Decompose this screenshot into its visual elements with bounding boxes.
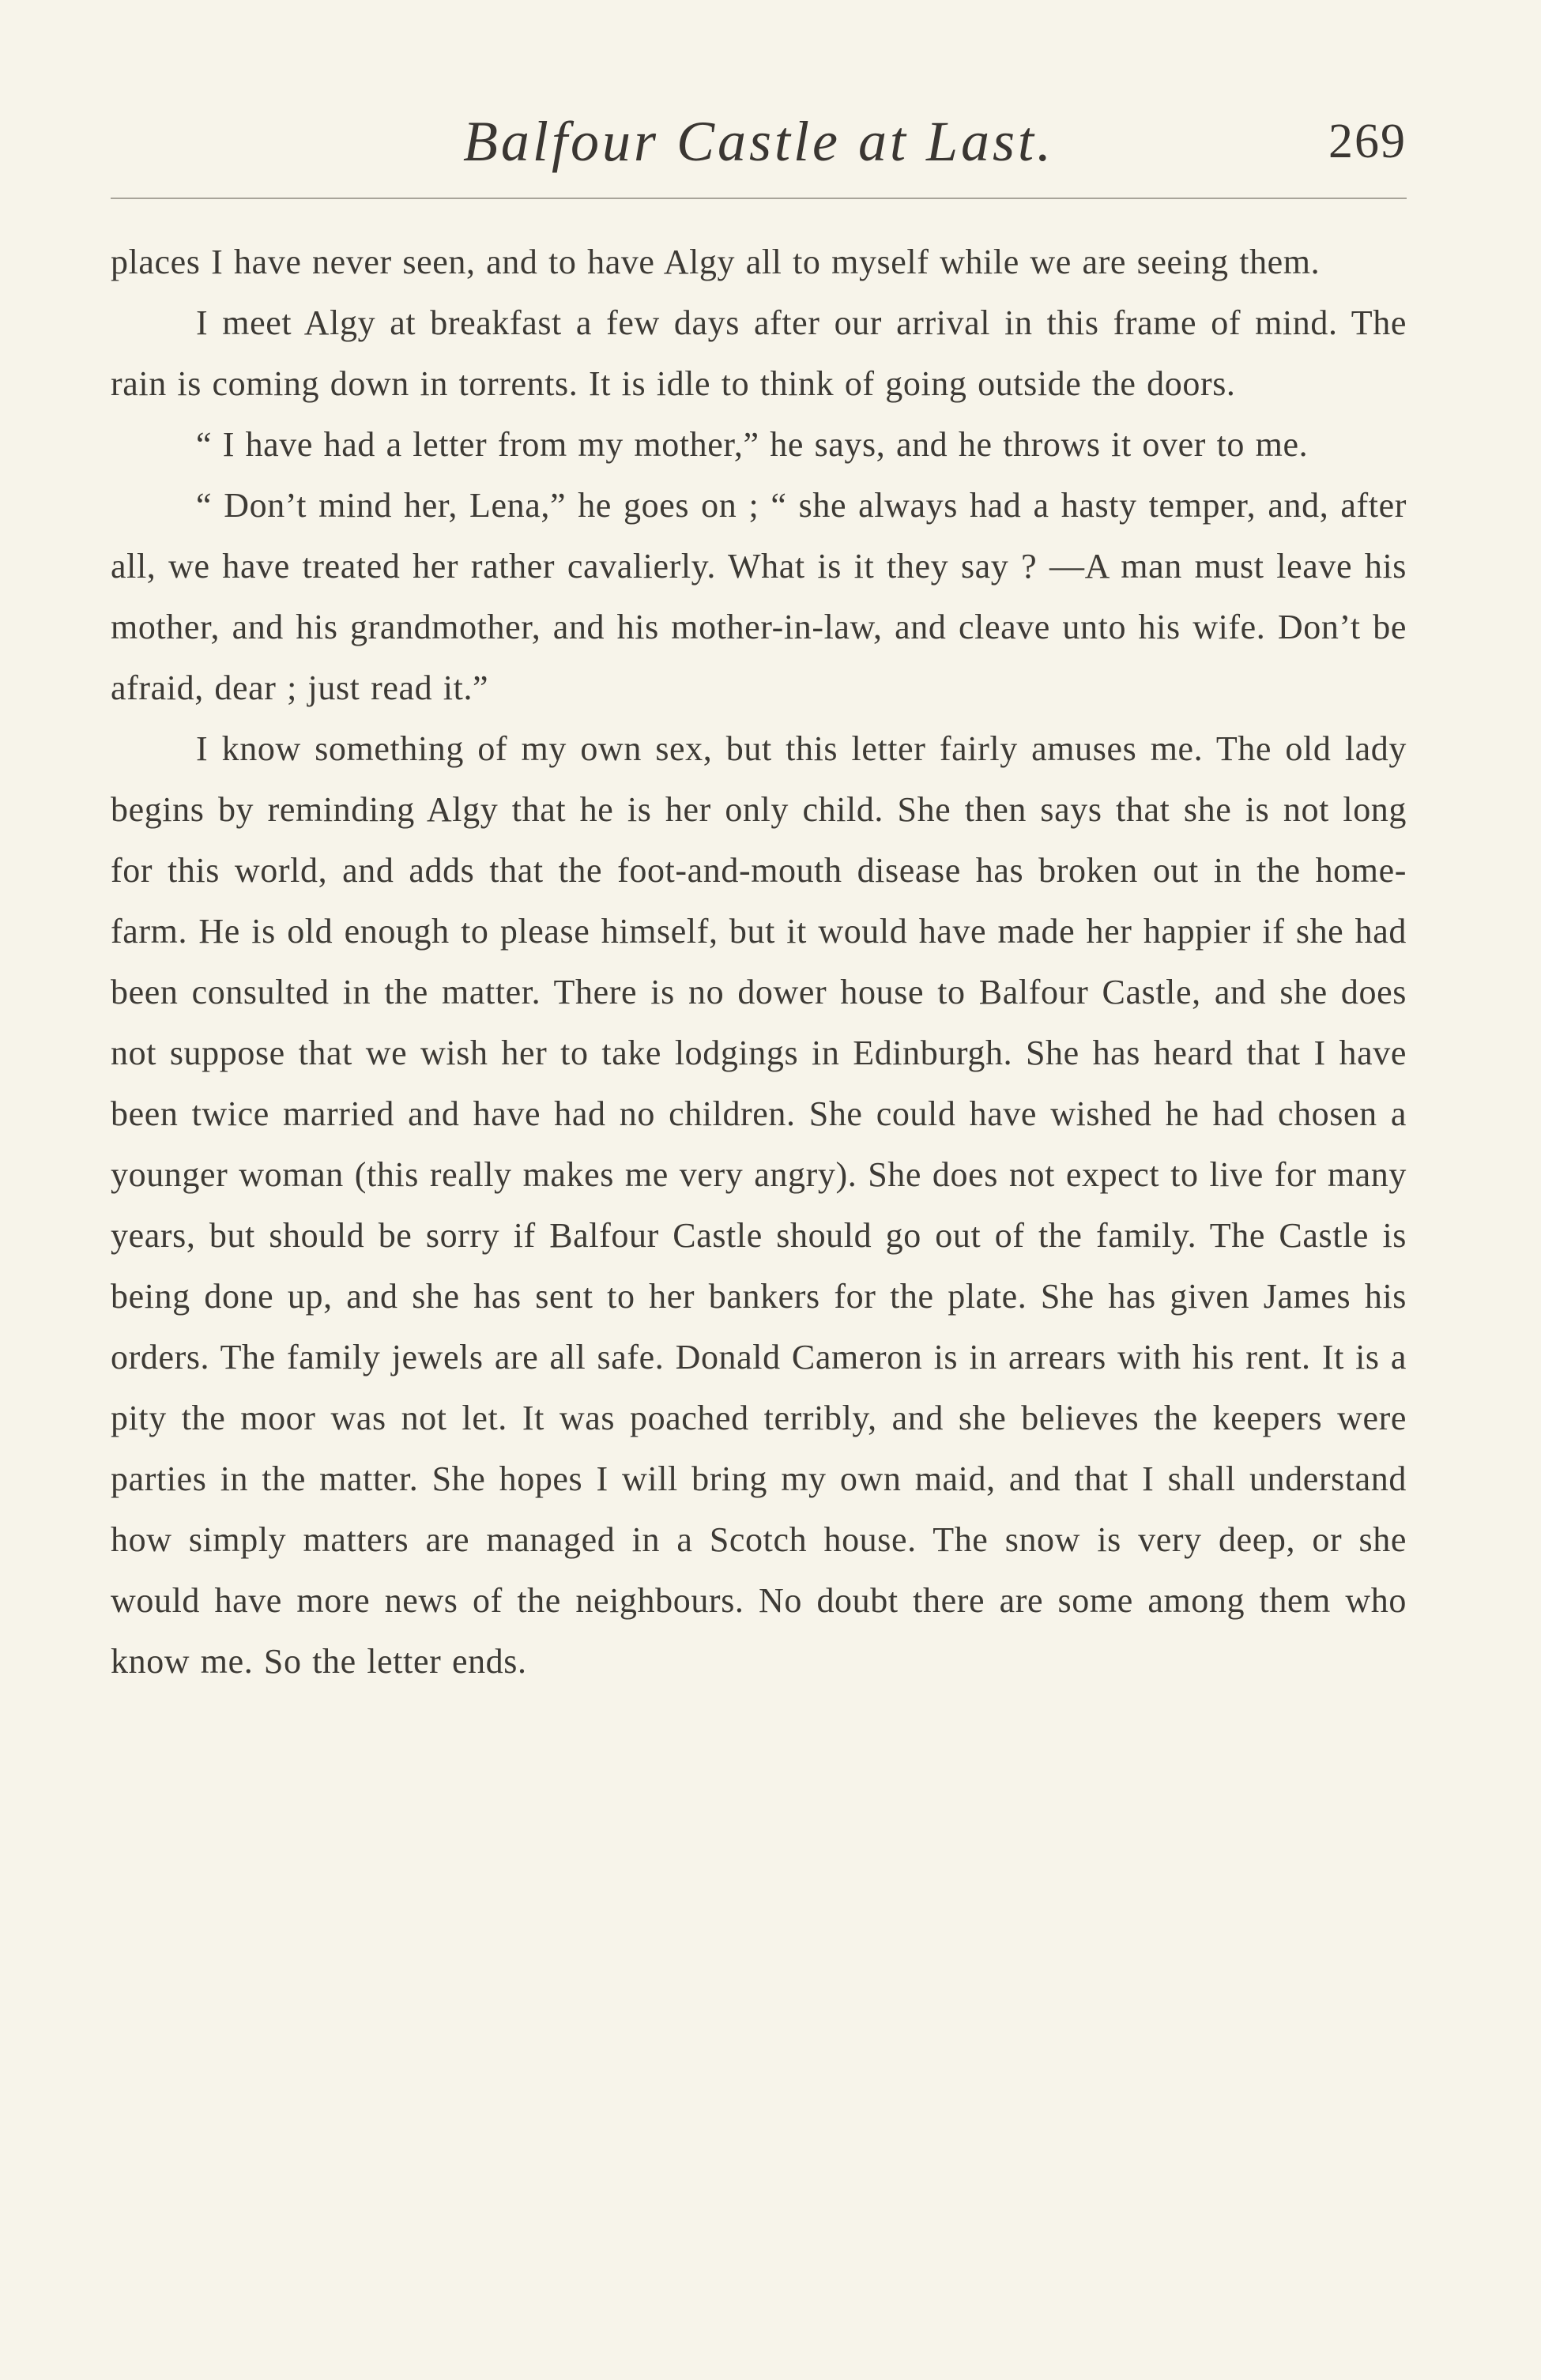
paragraph-2: I meet Algy at breakfast a few days after our arrival in this frame of mind. The rain is coming down in torrents. It is idle to think of going outside the doors. <box>111 303 1407 403</box>
running-title: Balfour Castle at Last. <box>462 110 1055 173</box>
paragraph-4: “ Don’t mind her, Lena,” he goes on ; “ she always had a hasty temper, and, after all, we have treated her rather cavalierly. What is it they say ? —A man must leave his mother, and his grandmother, and his mother-in-law, and cleave unto his wife. Don’t be afraid, dear ; just read it.” <box>111 486 1407 707</box>
paragraph-5: I know something of my own sex, but this letter fairly amuses me. The old lady begins by reminding Algy that he is her only child. She then says that she is not long for this world, and adds that the foot-and-mouth disease has broken out in the home-farm. He is old enough to please himself, but it would have made her happier if she had been consulted in the matter. There is no dower house to Balfour Castle, and she does not suppose that we wish her to take lodgings in Edinburgh. She has heard that I have been twice married and have had no children. She could have wished he had chosen a younger woman (this really makes me very angry). She does not expect to live for many years, but should be sorry if Balfour Castle should go out of the family. The Castle is being done up, and she has sent to her bankers for the plate. She has given James his orders. The family jewels are all safe. Donald Cameron is in arrears with his rent. It is a pity the moor was not let. It was poached terribly, and she believes the keepers were parties in the matter. She hopes I will bring my own maid, and that I shall understand how simply matters are managed in a Scotch house. The snow is very deep, or she would have more news of the neighbours. No doubt there are some among them who know me. So the letter ends. <box>111 729 1407 1681</box>
paragraph-1: places I have never seen, and to have Algy all to myself while we are seeing them. <box>111 243 1321 281</box>
running-head <box>111 103 1407 190</box>
body-text <box>111 232 1407 1692</box>
header-rule <box>111 198 1407 199</box>
page-number: 269 <box>1328 115 1407 168</box>
paragraph-3: “ I have had a letter from my mother,” he says, and he throws it over to me. <box>196 425 1309 464</box>
